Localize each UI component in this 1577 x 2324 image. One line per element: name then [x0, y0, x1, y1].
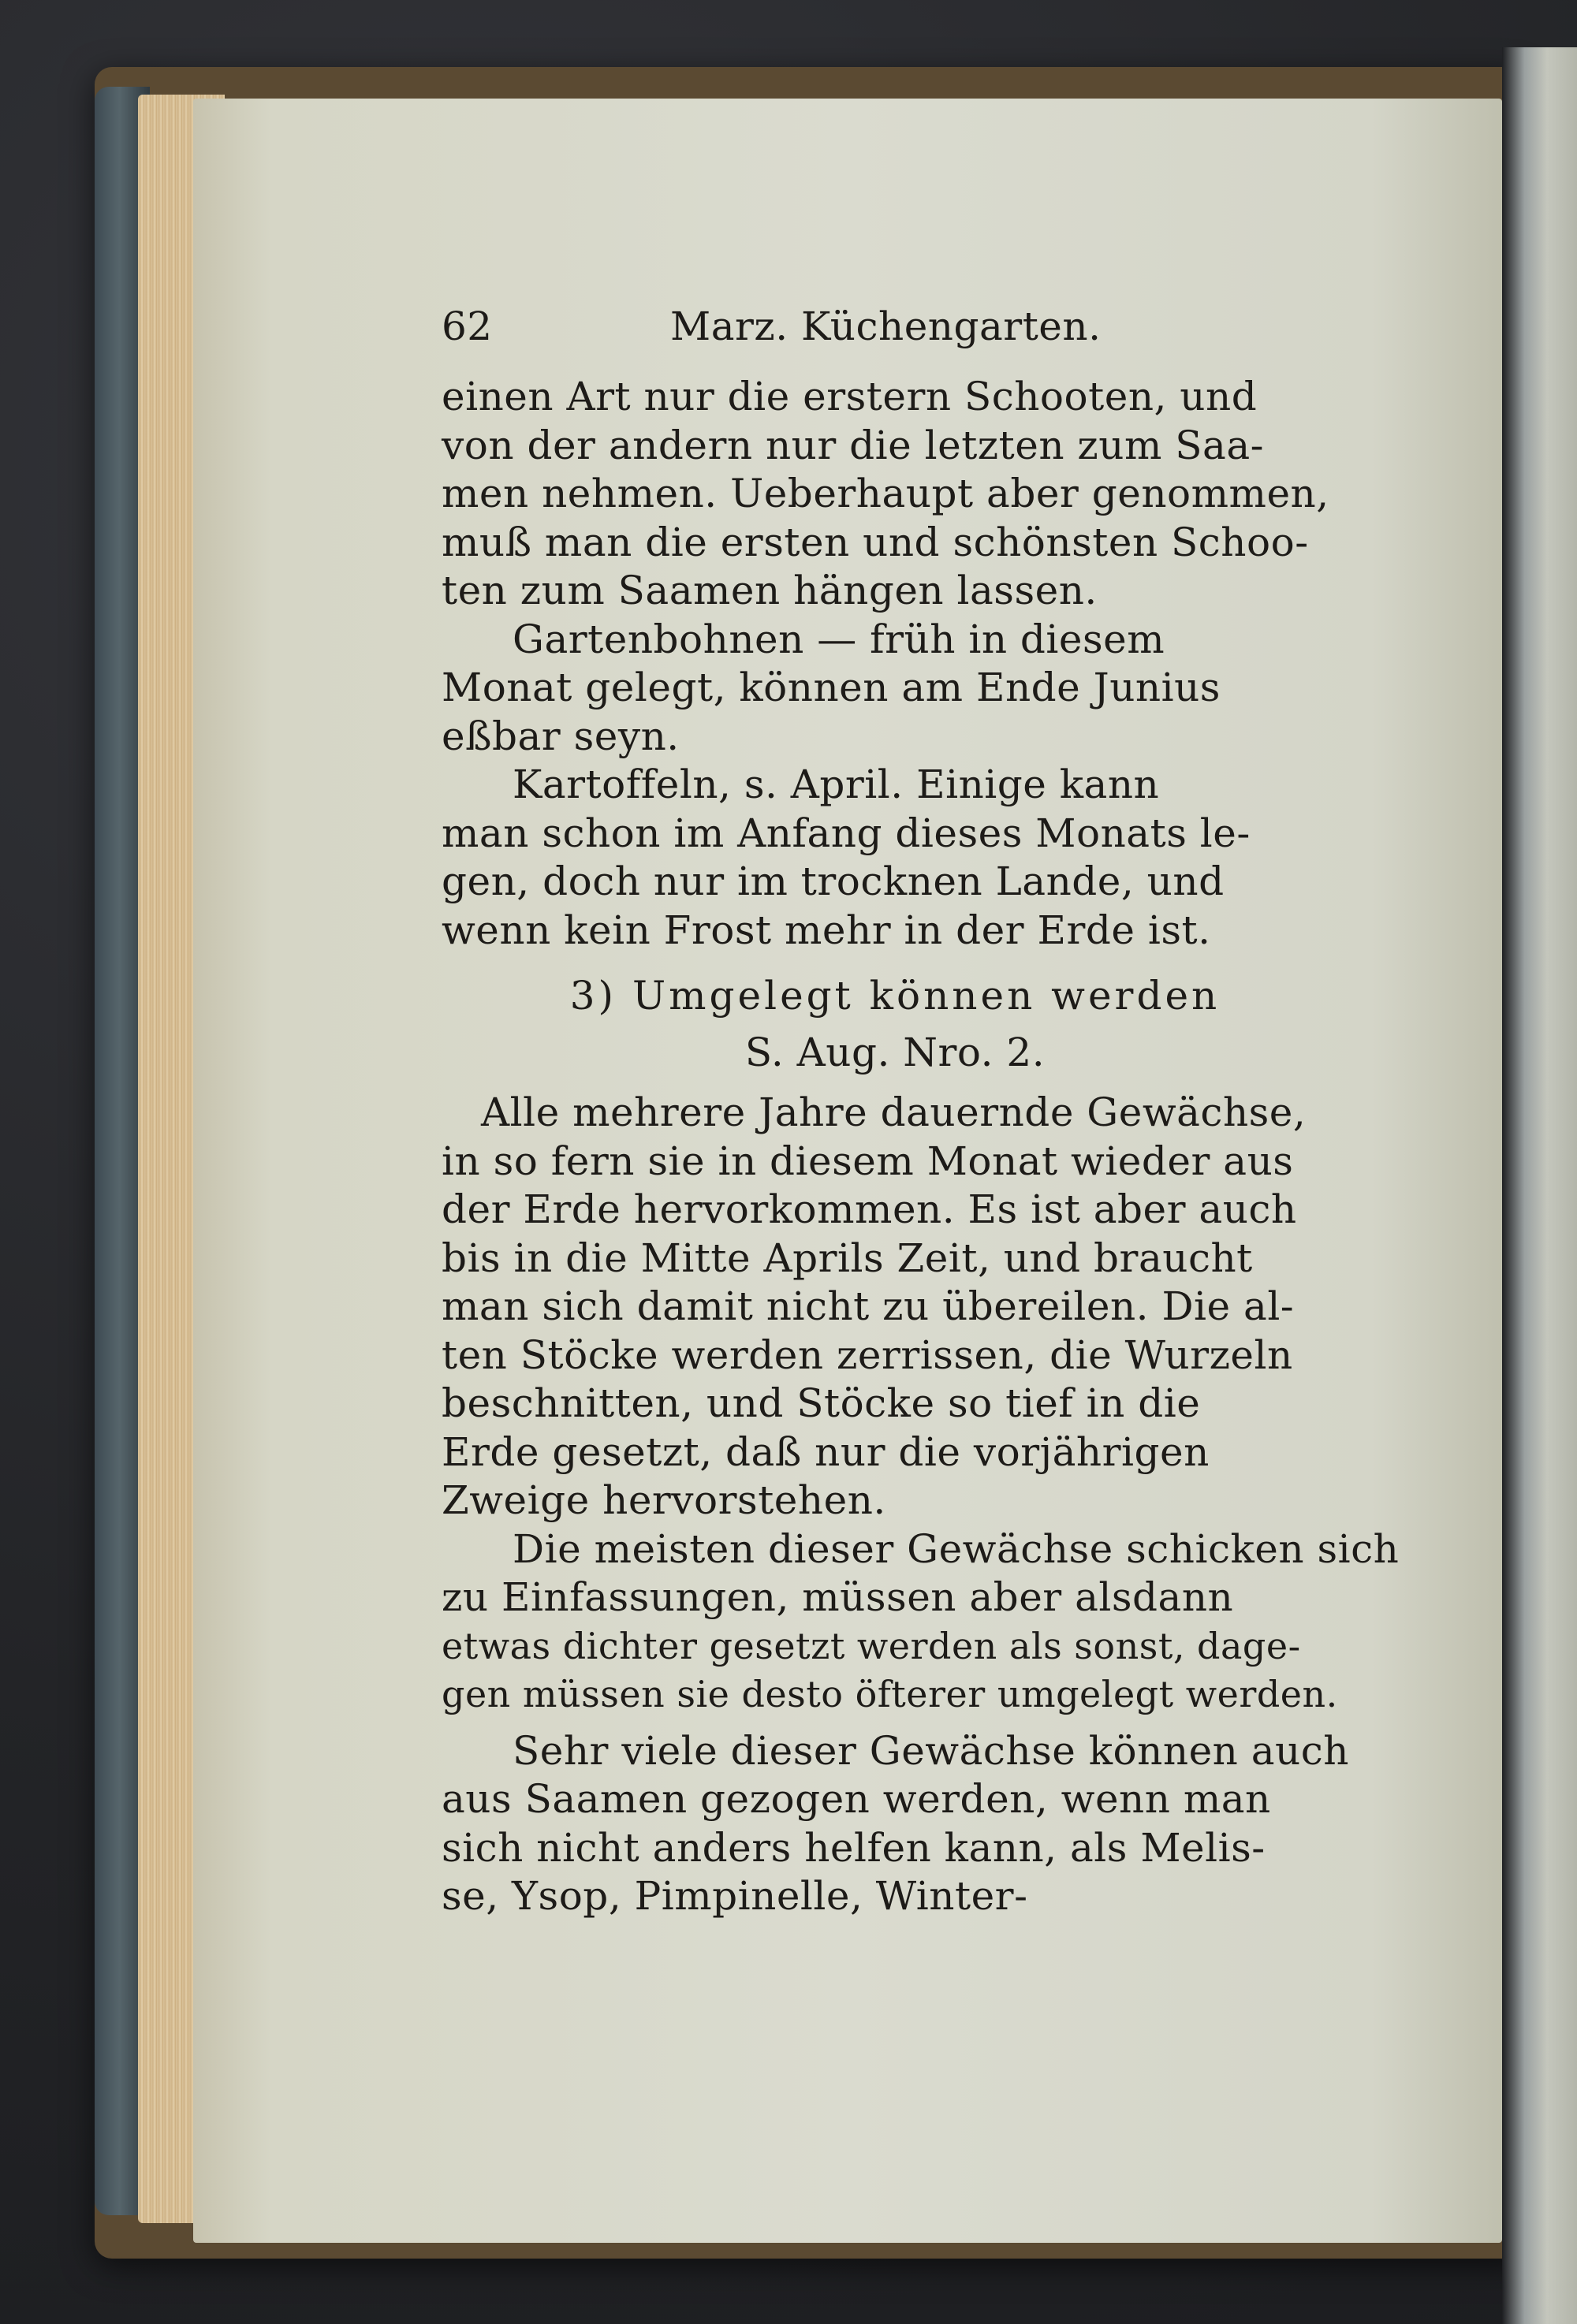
section-heading-title: 3) Umgelegt können werden: [569, 973, 1221, 1019]
paragraph-6: [442, 1727, 1348, 1921]
text-line: der Erde hervorkommen. Es ist aber auch: [442, 1186, 1297, 1232]
text-line: ten zum Saamen hängen lassen.: [442, 568, 1098, 613]
text-line: man schon im Anfang dieses Monats le-: [442, 810, 1251, 856]
text-line: men nehmen. Ueberhaupt aber genommen,: [442, 471, 1329, 516]
paragraph-2: [442, 616, 1348, 762]
text-line: in so fern sie in diesem Monat wieder aus: [442, 1138, 1294, 1184]
facing-page-gutter: [1502, 47, 1577, 2324]
paragraph-4: [442, 1089, 1348, 1525]
text-line: ten Stöcke werden zerrissen, die Wurzeln: [442, 1331, 1293, 1378]
text-line: Gartenbohnen — früh in diesem: [513, 616, 1165, 662]
page-header: [442, 304, 1348, 359]
text-line: muß man die ersten und schönsten Schoo-: [442, 519, 1309, 565]
text-line: Die meisten dieser Gewächse schicken sich: [513, 1525, 1400, 1572]
text-line: einen Art nur die erstern Schooten, und: [442, 374, 1258, 419]
text-line: wenn kein Frost mehr in der Erde ist.: [442, 907, 1211, 953]
text-line: gen müssen sie desto öfterer umgelegt werden.: [442, 1673, 1338, 1715]
text-line: beschnitten, und Stöcke so tief in die: [442, 1380, 1201, 1426]
text-line: man sich damit nicht zu übereilen. Die al-: [442, 1283, 1295, 1329]
text-line: Erde gesetzt, daß nur die vorjährigen: [442, 1428, 1210, 1475]
paragraph-5: [442, 1525, 1400, 1719]
text-line: Zweige hervorstehen.: [442, 1477, 886, 1523]
paragraph-3: [442, 761, 1348, 955]
text-line: von der andern nur die letzten zum Saa-: [442, 422, 1265, 468]
page-number: 62: [442, 304, 493, 349]
text-line: Alle mehrere Jahre dauernde Gewächse,: [481, 1089, 1307, 1135]
section-heading-reference: S. Aug. Nro. 2.: [744, 1030, 1046, 1075]
text-line: se, Ysop, Pimpinelle, Winter-: [442, 1873, 1028, 1919]
running-head: Marz. Küchengarten.: [670, 304, 1102, 349]
text-line: sich nicht anders helfen kann, als Melis-: [442, 1824, 1266, 1871]
text-line: aus Saamen gezogen werden, wenn man: [442, 1776, 1271, 1822]
text-line: gen, doch nur im trocknen Lande, und: [442, 858, 1225, 904]
text-line: etwas dichter gesetzt werden als sonst, dage-: [442, 1624, 1301, 1667]
text-line: Sehr viele dieser Gewächse können auch: [513, 1727, 1349, 1774]
text-line: eßbar seyn.: [442, 713, 680, 759]
page-text: [442, 304, 1400, 1921]
section-heading: [442, 967, 1348, 1081]
text-line: bis in die Mitte Aprils Zeit, und braucht: [442, 1235, 1253, 1281]
paragraph-1: [442, 373, 1348, 616]
text-line: Monat gelegt, können am Ende Junius: [442, 665, 1221, 710]
text-line: zu Einfassungen, müssen aber alsdann: [442, 1574, 1234, 1620]
text-line: Kartoffeln, s. April. Einige kann: [513, 762, 1160, 807]
